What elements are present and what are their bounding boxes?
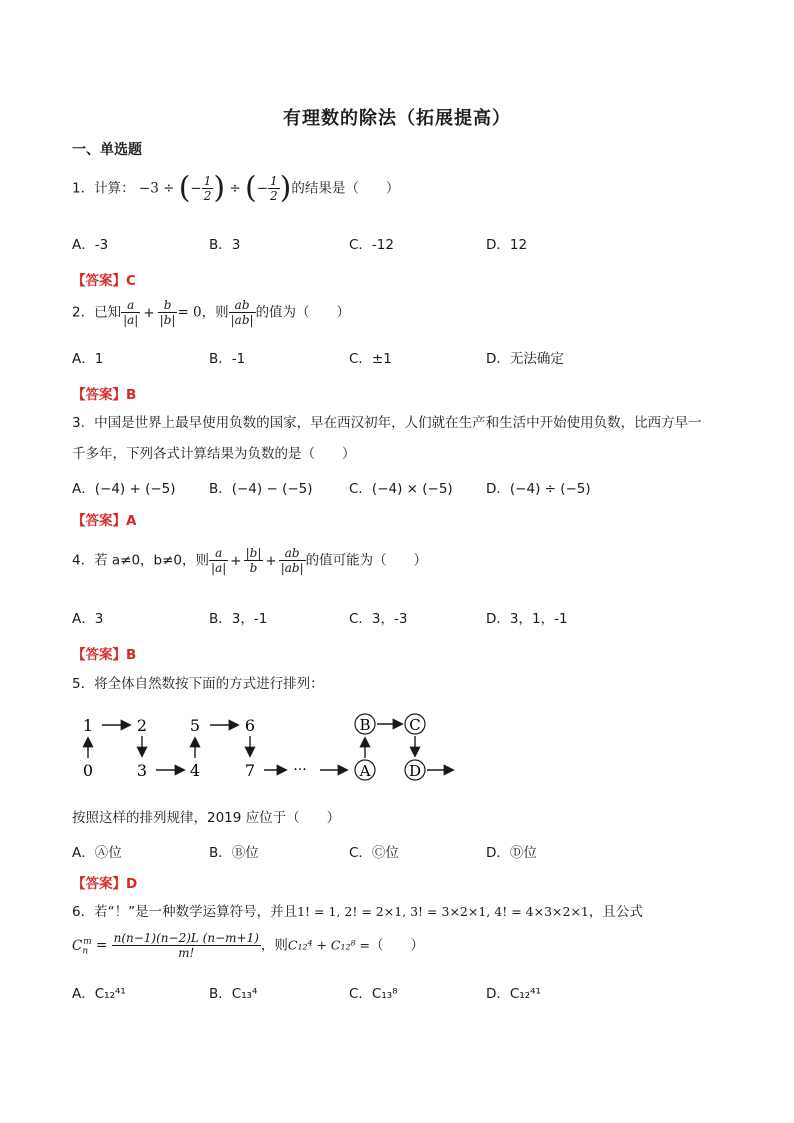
q5-stem: 5．将全体自然数按下面的方式进行排列： bbox=[72, 676, 324, 692]
question-1-stem bbox=[72, 170, 400, 206]
q4-option-d: D．3，1，-1 bbox=[486, 611, 568, 627]
q5-option-c: C．Ⓒ位 bbox=[349, 845, 399, 861]
q6-line-1 bbox=[72, 902, 643, 922]
q4-plus-1: + bbox=[230, 552, 242, 569]
diagram-bottom-3: 3 bbox=[136, 761, 148, 780]
q4-option-b: B．3，-1 bbox=[209, 611, 268, 627]
q4-answer bbox=[72, 643, 136, 663]
q5-arrangement-diagram bbox=[70, 708, 470, 788]
circle-a-label: A bbox=[359, 762, 371, 780]
q4-frac-a: $\frac{a}{|a|}$ bbox=[211, 546, 227, 575]
q6-option-a: A．C₁₂⁴¹ bbox=[72, 986, 126, 1002]
q3-option-d: D．(−4) ÷ (−5) bbox=[486, 481, 591, 497]
q1-fraction-2 bbox=[268, 174, 280, 203]
q1-expr: −3 ÷ bbox=[138, 180, 175, 197]
q3-option-b: B．(−4) − (−5) bbox=[209, 481, 313, 497]
q1-minus: − bbox=[190, 180, 202, 197]
q6-option-b: B．C₁₃⁴ bbox=[209, 986, 258, 1002]
q2-eq: = 0 bbox=[177, 304, 202, 321]
q4-plus-2: + bbox=[265, 552, 277, 569]
q2-suffix: 的值为（ ） bbox=[255, 304, 351, 321]
q1-paren-close-2: ) bbox=[279, 170, 292, 206]
diagram-top-2: 2 bbox=[136, 716, 148, 735]
q2-frac-ab: $\frac{ab}{|ab|}$ bbox=[230, 298, 254, 327]
q3-line-1: 3．中国是世界上最早使用负数的国家，早在西汉初年，人们就在生产和生活中开始使用负数，比西方早一 bbox=[72, 415, 702, 431]
q4-option-c: C．3，-3 bbox=[349, 611, 408, 627]
q6-line2b: ，则 bbox=[260, 937, 288, 954]
q5-question: 按照这样的排列规律，2019 应位于（ ） bbox=[72, 810, 341, 826]
q5-option-b: B．Ⓑ位 bbox=[209, 845, 259, 861]
q6-line1c: ，且公式 bbox=[588, 904, 643, 920]
diagram-ellipsis: ··· bbox=[293, 762, 307, 778]
q6-option-c: C．C₁₃⁸ bbox=[349, 986, 398, 1002]
q4-prefix: 4．若 a≠0，b≠0，则 bbox=[72, 552, 210, 569]
circle-c-label: C bbox=[409, 716, 421, 734]
answer-label: 【答案】 bbox=[72, 876, 126, 892]
section-heading: 一、单选题 bbox=[72, 142, 142, 158]
q1-fraction bbox=[202, 174, 214, 203]
q4-suffix: 的值可能为（ ） bbox=[305, 552, 428, 569]
q6-formula-num: n(n−1)(n−2)L (n−m+1) bbox=[113, 931, 259, 945]
diagram-bottom-7: 7 bbox=[244, 761, 256, 780]
page-title: 有理数的除法（拓展提高） bbox=[283, 108, 511, 129]
q5-option-a: A．Ⓐ位 bbox=[72, 845, 122, 861]
q1-paren-open: ( bbox=[178, 170, 191, 206]
q1-frac-num: 1 bbox=[203, 174, 212, 188]
q6-formula-lhs: $C_n^m$ bbox=[72, 937, 92, 957]
answer-label: 【答案】 bbox=[72, 273, 126, 289]
q1-option-d: D．12 bbox=[486, 237, 528, 253]
q1-option-a: A．-3 bbox=[72, 237, 109, 253]
answer-value: B bbox=[126, 387, 137, 403]
q4-frac-b: $\frac{|b|}{b}$ bbox=[245, 546, 262, 575]
q1-div: ÷ bbox=[229, 180, 241, 197]
q2-prefix: 2．已知 bbox=[72, 304, 122, 321]
q5-answer bbox=[72, 872, 137, 892]
q2-frac-b: $\frac{b}{|b|}$ bbox=[159, 298, 176, 327]
q6-option-d: D．C₁₂⁴¹ bbox=[486, 986, 541, 1002]
q4-option-a: A．3 bbox=[72, 611, 104, 627]
q3-answer bbox=[72, 509, 136, 529]
q2-option-d: D．无法确定 bbox=[486, 351, 564, 367]
q3-option-a: A．(−4) + (−5) bbox=[72, 481, 176, 497]
q6-formula-den: m! bbox=[178, 946, 195, 960]
q1-frac-den: 2 bbox=[203, 189, 212, 203]
diagram-top-5: 5 bbox=[189, 716, 201, 735]
q1-option-c: C．-12 bbox=[349, 237, 394, 253]
q1-paren-open-2: ( bbox=[245, 170, 257, 206]
answer-value: B bbox=[126, 647, 137, 663]
question-2-stem bbox=[72, 298, 350, 327]
q1-answer bbox=[72, 269, 136, 289]
diagram-bottom-0: 0 bbox=[82, 761, 94, 780]
q2-frac-a: $\frac{a}{|a|}$ bbox=[123, 298, 139, 327]
q1-paren-close: ) bbox=[213, 170, 226, 206]
q6-line1a: 6．若“！”是一种数学运算符号，并且 bbox=[72, 904, 298, 920]
q6-line-2: $C_n^m$ = $\frac{n(n-1)(n-2)L (n-m+1)}{m!}$ ，则C₁₂⁴ + C₁₂⁸ =（ ） bbox=[72, 931, 424, 960]
q3-line-2: 千多年，下列各式计算结果为负数的是（ ） bbox=[72, 446, 356, 462]
q2-answer bbox=[72, 383, 136, 403]
diagram-bottom-4: 4 bbox=[189, 761, 201, 780]
q4-frac-ab: $\frac{ab}{|ab|}$ bbox=[280, 546, 304, 575]
q2-mid: ，则 bbox=[201, 304, 229, 321]
circle-d-label: D bbox=[408, 762, 422, 780]
diagram-top-6: 6 bbox=[244, 716, 256, 735]
answer-value: C bbox=[126, 273, 136, 289]
q5-option-d: D．Ⓓ位 bbox=[486, 845, 537, 861]
q2-option-b: B．-1 bbox=[209, 351, 246, 367]
circle-b-label: B bbox=[359, 716, 371, 734]
q1-suffix: 的结果是（ ） bbox=[291, 180, 400, 197]
q6-sum-expr: C₁₂⁴ + C₁₂⁸ = bbox=[287, 937, 370, 953]
q2-option-a: A．1 bbox=[72, 351, 104, 367]
answer-value: A bbox=[126, 513, 137, 529]
answer-label: 【答案】 bbox=[72, 513, 126, 529]
q2-option-c: C．±1 bbox=[349, 351, 392, 367]
q1-prefix: 1．计算： bbox=[72, 180, 135, 197]
q6-formula-frac bbox=[112, 931, 261, 960]
q2-plus: + bbox=[143, 304, 155, 321]
q3-option-c: C．(−4) × (−5) bbox=[349, 481, 453, 497]
answer-value: D bbox=[126, 876, 138, 892]
q6-line2d: （ ） bbox=[369, 937, 424, 954]
q6-factorial-def: 1! = 1, 2! = 2×1, 3! = 3×2×1, 4! = 4×3×2×1 bbox=[297, 904, 589, 919]
question-4-stem bbox=[72, 546, 427, 575]
q1-frac-num-2: 1 bbox=[270, 174, 278, 188]
answer-label: 【答案】 bbox=[72, 387, 126, 403]
diagram-top-1: 1 bbox=[82, 716, 94, 735]
q1-minus-2: − bbox=[256, 180, 269, 197]
q1-option-b: B．3 bbox=[209, 237, 241, 253]
answer-label: 【答案】 bbox=[72, 647, 126, 663]
q1-frac-den-2: 2 bbox=[270, 189, 278, 203]
